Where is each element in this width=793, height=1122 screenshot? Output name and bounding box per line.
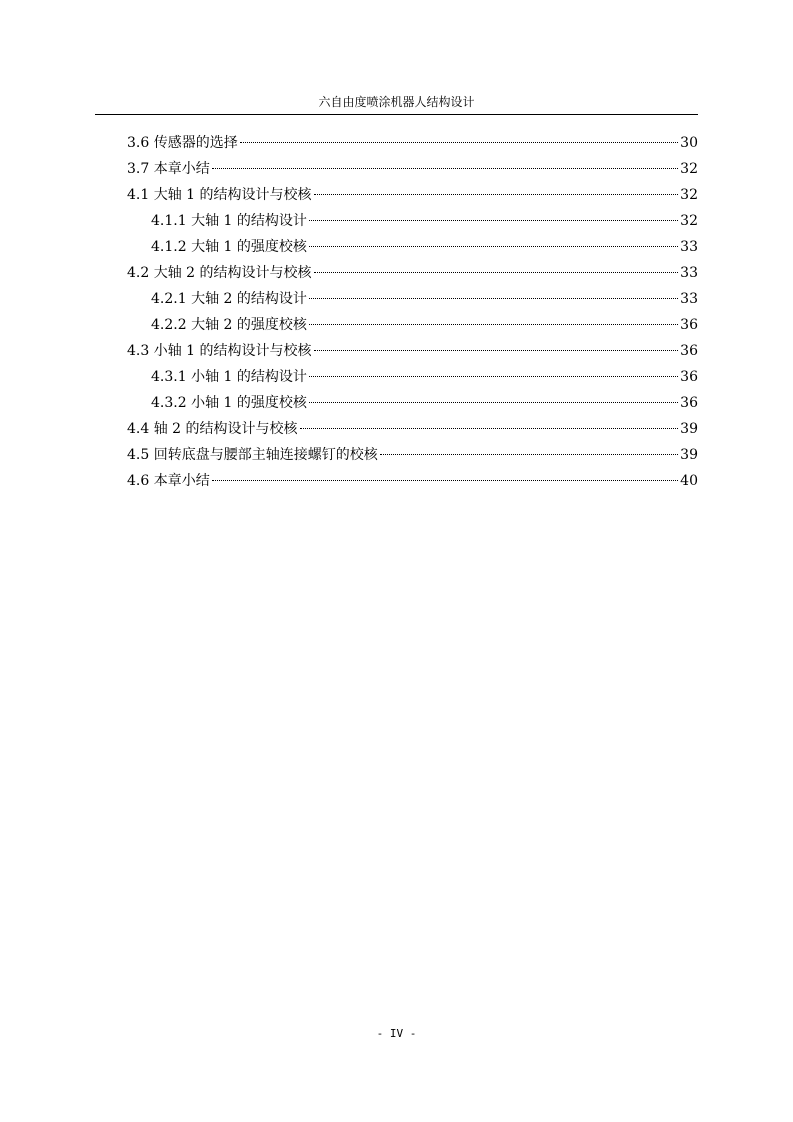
toc-entry-page: 39 — [680, 447, 698, 463]
toc-entry[interactable] — [127, 416, 698, 442]
toc-entry-title: 4.3.1 小轴 1 的结构设计 — [151, 369, 307, 385]
toc-entry[interactable] — [127, 468, 698, 494]
toc-entry-title: 4.2.1 大轴 2 的结构设计 — [151, 291, 307, 307]
toc-entry[interactable] — [127, 442, 698, 468]
toc-dot-leader — [309, 402, 678, 403]
toc-entry-page: 36 — [680, 343, 698, 359]
toc-entry[interactable] — [127, 208, 698, 234]
toc-entry[interactable] — [127, 182, 698, 208]
toc-entry-page: 36 — [680, 395, 698, 411]
toc-dot-leader — [212, 168, 678, 169]
toc-dot-leader — [309, 324, 678, 325]
toc-entry[interactable] — [127, 234, 698, 260]
toc-entry-page: 33 — [680, 291, 698, 307]
toc-entry-title: 4.5 回转底盘与腰部主轴连接螺钉的校核 — [127, 447, 378, 463]
toc-entry-page: 32 — [680, 187, 698, 203]
toc-dot-leader — [314, 194, 679, 195]
toc-entry-page: 33 — [680, 239, 698, 255]
toc-entry-title: 4.3.2 小轴 1 的强度校核 — [151, 395, 307, 411]
toc-entry-page: 32 — [680, 161, 698, 177]
toc-entry-page: 39 — [680, 421, 698, 437]
toc-dot-leader — [314, 272, 679, 273]
toc-entry[interactable] — [127, 260, 698, 286]
toc-entry-title: 4.3 小轴 1 的结构设计与校核 — [127, 343, 312, 359]
toc-entry[interactable] — [127, 338, 698, 364]
toc-entry-page: 40 — [680, 473, 698, 489]
toc-entry-page: 32 — [680, 213, 698, 229]
toc-dot-leader — [309, 376, 678, 377]
page-number: - IV - — [376, 1027, 417, 1040]
table-of-contents — [127, 130, 698, 494]
toc-entry-title: 4.1 大轴 1 的结构设计与校核 — [127, 187, 312, 203]
toc-dot-leader — [314, 350, 679, 351]
toc-entry-title: 3.7 本章小结 — [127, 161, 210, 177]
toc-entry-page: 36 — [680, 369, 698, 385]
toc-dot-leader — [309, 220, 678, 221]
page-header-title: 六自由度喷涂机器人结构设计 — [318, 95, 475, 109]
toc-dot-leader — [240, 142, 678, 143]
toc-dot-leader — [309, 298, 678, 299]
toc-entry-page: 33 — [680, 265, 698, 281]
toc-entry-page: 30 — [680, 135, 698, 151]
toc-dot-leader — [380, 454, 678, 455]
toc-entry-title: 4.2 大轴 2 的结构设计与校核 — [127, 265, 312, 281]
toc-entry[interactable] — [127, 156, 698, 182]
toc-dot-leader — [300, 428, 679, 429]
toc-entry-title: 4.6 本章小结 — [127, 473, 210, 489]
toc-entry-title: 4.1.2 大轴 1 的强度校核 — [151, 239, 307, 255]
toc-dot-leader — [309, 246, 678, 247]
toc-entry[interactable] — [127, 390, 698, 416]
toc-dot-leader — [212, 480, 678, 481]
toc-entry-page: 36 — [680, 317, 698, 333]
toc-entry[interactable] — [127, 130, 698, 156]
toc-entry-title: 4.1.1 大轴 1 的结构设计 — [151, 213, 307, 229]
toc-entry-title: 4.2.2 大轴 2 的强度校核 — [151, 317, 307, 333]
toc-entry[interactable] — [127, 364, 698, 390]
toc-entry-title: 3.6 传感器的选择 — [127, 135, 238, 151]
toc-entry[interactable] — [127, 312, 698, 338]
toc-entry[interactable] — [127, 286, 698, 312]
toc-entry-title: 4.4 轴 2 的结构设计与校核 — [127, 421, 298, 437]
header-divider — [95, 114, 698, 115]
